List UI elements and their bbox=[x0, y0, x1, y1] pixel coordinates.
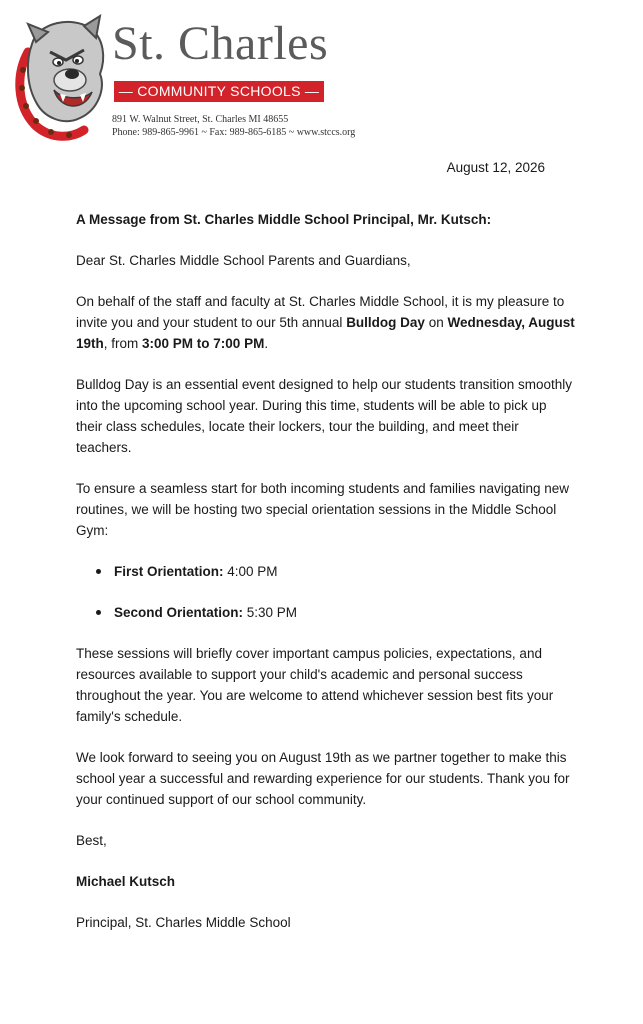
orientation-time: 5:30 PM bbox=[243, 605, 298, 620]
event-name: Bulldog Day bbox=[346, 315, 425, 330]
signer-title: Principal, St. Charles Middle School bbox=[76, 915, 291, 930]
invitation-text-3: , from bbox=[103, 336, 143, 351]
bullet-icon bbox=[96, 569, 101, 574]
sessions-paragraph: These sessions will briefly cover important campus policies, expectations, and resources available to support your child's academic and personal success throughout the year. You are welcome to attend whichever session best fits your family's schedule. bbox=[76, 646, 554, 724]
orientation-time: 4:00 PM bbox=[223, 564, 278, 579]
closing-paragraph: We look forward to seeing you on August 19th as we partner together to make this school year a successful and rewarding experience for our students. Thank you for your continued support of our school community. bbox=[76, 750, 570, 807]
bulldog-mascot-icon bbox=[14, 14, 109, 142]
letter-date: August 12, 2026 bbox=[446, 160, 545, 175]
letter-subject: A Message from St. Charles Middle School Principal, Mr. Kutsch: bbox=[76, 212, 492, 227]
orientation-label: Second Orientation: bbox=[114, 605, 244, 620]
invitation-text-2: on bbox=[424, 315, 448, 330]
orientation-list bbox=[76, 561, 576, 623]
district-contact-info: Phone: 989-865-9961 ~ Fax: 989-865-6185 ~ www.stccs.org bbox=[112, 127, 356, 138]
event-time: 3:00 PM to 7:00 PM bbox=[142, 336, 265, 351]
district-address: 891 W. Walnut Street, St. Charles MI 48655 bbox=[112, 114, 289, 125]
event-description-paragraph: Bulldog Day is an essential event designed to help our students transition smoothly into the upcoming school year. During this time, students will be able to pick up their class schedules, locate their lockers, tour the building, and meet their teachers. bbox=[76, 377, 573, 455]
letter-body bbox=[76, 209, 576, 953]
event-day: Wednesday, August 19th bbox=[76, 315, 575, 351]
letter-greeting: Dear St. Charles Middle School Parents and Guardians, bbox=[76, 253, 411, 268]
list-item bbox=[96, 602, 576, 623]
orientation-label: First Orientation: bbox=[114, 564, 224, 579]
list-item bbox=[96, 561, 576, 582]
invitation-text-4: . bbox=[264, 336, 269, 351]
bullet-icon bbox=[96, 610, 101, 615]
signer-name: Michael Kutsch bbox=[76, 874, 176, 889]
letterhead bbox=[14, 12, 434, 147]
invitation-paragraph bbox=[76, 291, 576, 354]
school-district-name: St. Charles bbox=[112, 17, 329, 70]
invitation-text-1: On behalf of the staff and faculty at St. Charles Middle School, it is my pleasure to invite you and your student to our 5th annual bbox=[76, 294, 565, 330]
orientation-intro-paragraph: To ensure a seamless start for both incoming students and families navigating new routines, we will be hosting two special orientation sessions in the Middle School Gym: bbox=[76, 481, 570, 538]
signoff: Best, bbox=[76, 833, 107, 848]
community-schools-banner: — COMMUNITY SCHOOLS — bbox=[114, 81, 324, 102]
